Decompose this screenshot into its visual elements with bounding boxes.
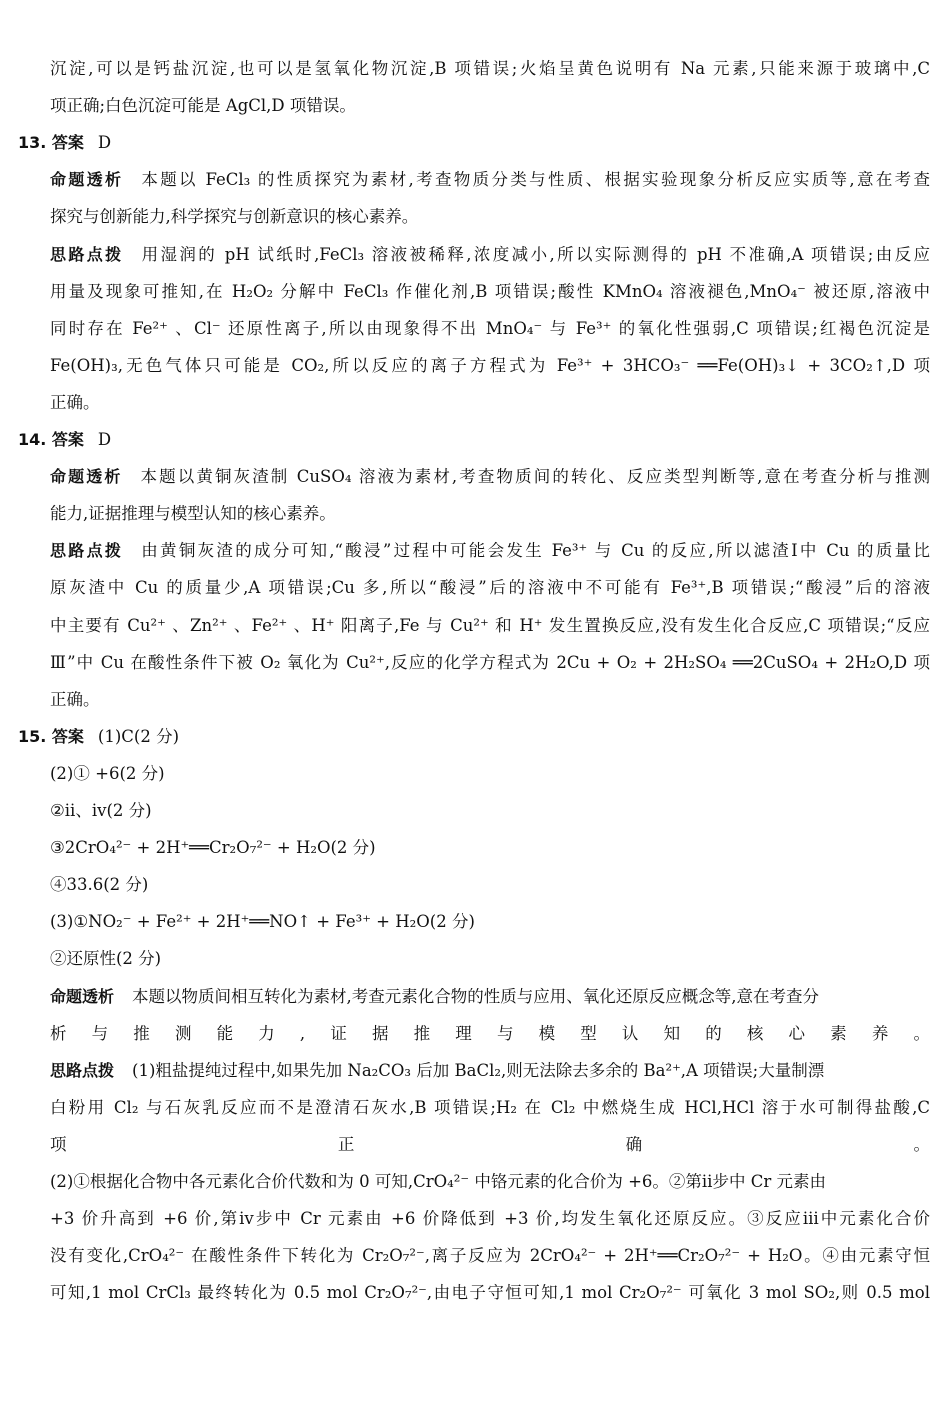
- text-line: [50, 1170, 930, 1196]
- section-label: 思路点拨: [50, 244, 124, 264]
- text-line: [50, 243, 930, 269]
- section-label: 命题透析: [50, 467, 123, 487]
- text-line: [50, 317, 930, 343]
- text-segment: (2)① +6(2 分): [50, 763, 165, 783]
- text-segment: 能力,证据推理与模型认知的核心素养。: [50, 504, 336, 524]
- text-line: [50, 280, 930, 306]
- question-number: 14. 答案: [18, 430, 84, 449]
- text-line: [50, 614, 930, 640]
- text-line: [50, 836, 930, 862]
- text-segment: 正确。: [50, 392, 100, 412]
- text-segment: Fe(OH)₃,无色气体只可能是 CO₂,所以反应的离子方程式为 Fe³⁺ + 3HCO₃⁻ ══Fe(OH)₃↓ + 3CO₂↑,D 项: [50, 355, 930, 375]
- text-line: [50, 1022, 930, 1048]
- text-segment: 项正确。: [50, 1134, 930, 1154]
- text-line: [50, 651, 930, 677]
- text-line: [50, 354, 930, 380]
- text-segment: 探究与创新能力,科学探究与创新意识的核心素养。: [50, 207, 419, 227]
- text-line: [50, 391, 930, 417]
- section-label: 思路点拨: [50, 1060, 115, 1080]
- text-segment: (1)粗盐提纯过程中,如果先加 Na₂CO₃ 后加 BaCl₂,则无法除去多余的 Ba²⁺,A 项错误;大量制漂: [132, 1060, 825, 1080]
- question-number: 15. 答案: [18, 726, 84, 746]
- text-line: [50, 1207, 930, 1233]
- text-segment: 白粉用 Cl₂ 与石灰乳反应而不是澄清石灰水,B 项错误;H₂ 在 Cl₂ 中燃烧生成 HCl,HCl 溶于水可制得盐酸,C: [50, 1097, 930, 1117]
- text-line: [50, 688, 930, 714]
- text-segment: (3)①NO₂⁻ + Fe²⁺ + 2H⁺══NO↑ + Fe³⁺ + H₂O(2 分): [50, 912, 475, 932]
- text-segment: ③2CrO₄²⁻ + 2H⁺══Cr₂O₇²⁻ + H₂O(2 分): [50, 838, 376, 858]
- section-label: 命题透析: [50, 170, 124, 190]
- text-line: [50, 1133, 930, 1159]
- answer-line: [18, 131, 918, 157]
- text-segment: 正确。: [50, 689, 100, 709]
- text-line: [50, 539, 930, 565]
- text-segment: 没有变化,CrO₄²⁻ 在酸性条件下转化为 Cr₂O₇²⁻,离子反应为 2CrO₄²⁻ + 2H⁺══Cr₂O₇²⁻ + H₂O。④由元素守恒: [50, 1246, 930, 1266]
- text-segment: 沉淀,可以是钙盐沉淀,也可以是氢氧化物沉淀,B 项错误;火焰呈黄色说明有 Na 元素,只能来源于玻璃中,C: [50, 59, 930, 78]
- text-segment: 原灰渣中 Cu 的质量少,A 项错误;Cu 多,所以“酸浸”后的溶液中不可能有 Fe³⁺,B 项错误;“酸浸”后的溶液: [50, 578, 930, 598]
- answer-value: D: [97, 133, 112, 153]
- text-line: [50, 1244, 930, 1270]
- text-segment: 同时存在 Fe²⁺ 、Cl⁻ 还原性离子,所以由现象得不出 MnO₄⁻ 与 Fe³⁺ 的氧化性强弱,C 项错误;红褐色沉淀是: [50, 318, 930, 338]
- text-segment: (2)①根据化合物中各元素化合价代数和为 0 可知,CrO₄²⁻ 中铬元素的化合价为 +6。②第ⅱ步中 Cr 元素由: [50, 1172, 826, 1191]
- answer-value: (1)C(2 分): [97, 726, 180, 746]
- text-line: [50, 57, 930, 83]
- answer-value: D: [97, 430, 112, 449]
- answer-line: [18, 428, 918, 454]
- text-line: [50, 873, 930, 899]
- text-segment: ②还原性(2 分): [50, 949, 162, 969]
- text-segment: 项正确;白色沉淀可能是 AgCl,D 项错误。: [50, 96, 356, 116]
- text-segment: 可知,1 mol CrCl₃ 最终转化为 0.5 mol Cr₂O₇²⁻,由电子守恒可知,1 mol Cr₂O₇²⁻ 可氧化 3 mol SO₂,则 0.5 mol: [50, 1283, 930, 1303]
- text-line: [50, 1096, 930, 1122]
- text-segment: 本题以 FeCl₃ 的性质探究为素材,考查物质分类与性质、根据实验现象分析反应实质等,意在考查: [141, 170, 930, 190]
- text-line: [50, 94, 930, 120]
- text-segment: ②ⅱ、ⅳ(2 分): [50, 801, 152, 820]
- text-segment: Ⅲ”中 Cu 在酸性条件下被 O₂ 氧化为 Cu²⁺,反应的化学方程式为 2Cu + O₂ + 2H₂SO₄ ══2CuSO₄ + 2H₂O,D 项: [50, 652, 930, 672]
- text-line: [50, 1059, 930, 1085]
- text-segment: 本题以物质间相互转化为素材,考查元素化合物的性质与应用、氧化还原反应概念等,意在考查分: [132, 986, 820, 1006]
- text-line: [50, 1281, 930, 1307]
- text-segment: 用量及现象可推知,在 H₂O₂ 分解中 FeCl₃ 作催化剂,B 项错误;酸性 KMnO₄ 溶液褪色,MnO₄⁻ 被还原,溶液中: [50, 281, 930, 301]
- text-line: [50, 947, 930, 973]
- text-segment: +3 价升高到 +6 价,第ⅳ步中 Cr 元素由 +6 价降低到 +3 价,均发生氧化还原反应。③反应ⅲ中元素化合价: [50, 1209, 930, 1229]
- text-line: [50, 168, 930, 194]
- text-segment: 析与推测能力,证据推理与模型认知的核心素养。: [50, 1023, 930, 1043]
- text-line: [50, 762, 930, 788]
- answer-line: [18, 725, 918, 751]
- text-line: [50, 502, 930, 528]
- text-segment: 本题以黄铜灰渣制 CuSO₄ 溶液为素材,考查物质间的转化、反应类型判断等,意在考查分析与推测: [140, 467, 930, 487]
- text-line: [50, 985, 930, 1011]
- text-line: [50, 910, 930, 936]
- text-segment: ④33.6(2 分): [50, 875, 149, 895]
- text-line: [50, 799, 930, 825]
- text-line: [50, 465, 930, 491]
- text-segment: 由黄铜灰渣的成分可知,“酸浸”过程中可能会发生 Fe³⁺ 与 Cu 的反应,所以滤渣Ⅰ中 Cu 的质量比: [141, 541, 930, 561]
- text-line: [50, 576, 930, 602]
- section-label: 命题透析: [50, 986, 115, 1006]
- text-segment: 用湿润的 pH 试纸时,FeCl₃ 溶液被稀释,浓度减小,所以实际测得的 pH 不准确,A 项错误;由反应: [141, 244, 930, 264]
- text-segment: 中主要有 Cu²⁺ 、Zn²⁺ 、Fe²⁺ 、H⁺ 阳离子,Fe 与 Cu²⁺ 和 H⁺ 发生置换反应,没有发生化合反应,C 项错误;“反应: [50, 615, 930, 635]
- section-label: 思路点拨: [50, 541, 124, 561]
- question-number: 13. 答案: [18, 133, 84, 153]
- text-line: [50, 205, 930, 231]
